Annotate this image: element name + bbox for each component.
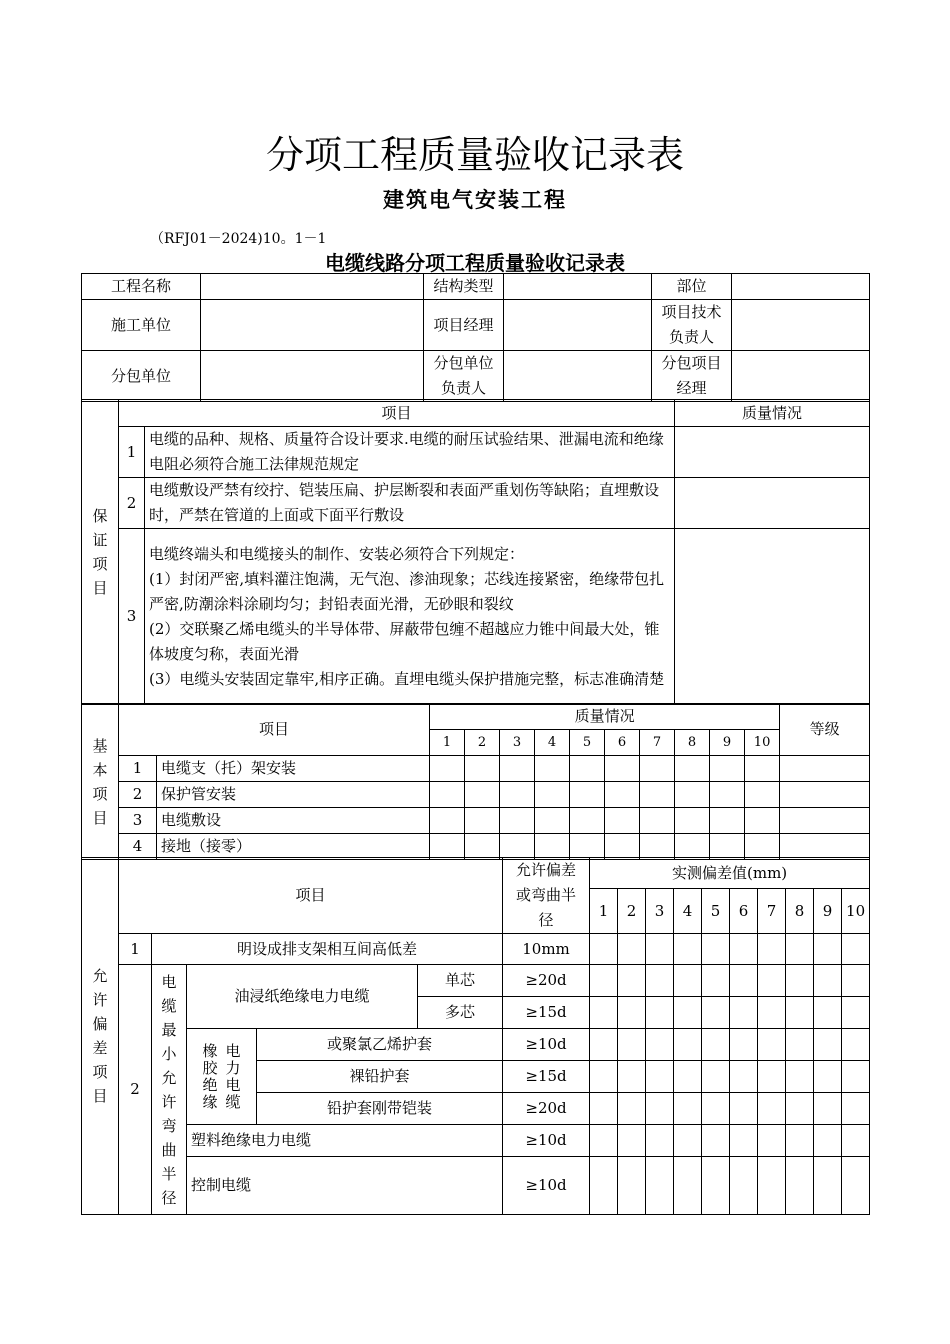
control-cable-label: 控制电缆 [187,1157,503,1215]
basic-cell[interactable] [465,756,500,782]
measured-cell[interactable] [674,1029,702,1061]
basic-cell[interactable] [570,808,605,834]
rubber-insulation-text: 橡胶绝缘 [202,1041,218,1111]
basic-cell[interactable] [465,808,500,834]
measured-cell[interactable] [590,997,618,1029]
location-field[interactable] [732,274,870,300]
basic-cell[interactable] [675,782,710,808]
measured-cell[interactable] [730,1029,758,1061]
basic-item-text: 保护管安装 [157,782,430,808]
structure-type-label: 结构类型 [424,274,504,300]
basic-cell[interactable] [430,756,465,782]
basic-cell[interactable] [535,834,570,860]
basic-cell[interactable] [710,834,745,860]
guarantee-item-text [145,529,675,705]
guarantee-quality-cell[interactable] [675,427,870,478]
form-code: （RFJ01－2024)10。1－1 [150,231,327,247]
tolerance-value: 10mm [503,934,590,965]
measured-cell[interactable] [730,1125,758,1157]
measured-cell[interactable] [842,997,870,1029]
project-manager-field[interactable] [504,300,652,351]
measured-cell[interactable] [730,1157,758,1215]
project-name-label: 工程名称 [82,274,201,300]
measured-cell[interactable] [590,1125,618,1157]
tolerance-section-label: 允许偏差项目 [82,858,119,1215]
measured-cell[interactable] [702,1125,730,1157]
basic-cell[interactable] [605,808,640,834]
guarantee-item-no: 3 [119,529,145,705]
measured-cell[interactable] [646,1029,674,1061]
basic-cell[interactable] [710,808,745,834]
basic-cell[interactable] [570,834,605,860]
basic-cell[interactable] [465,834,500,860]
basic-cell[interactable] [500,756,535,782]
measured-cell[interactable] [730,997,758,1029]
tolerance-col-header: 6 [730,889,758,934]
measured-cell[interactable] [758,1029,786,1061]
page-subtitle: 建筑电气安装工程 [383,187,567,212]
measured-cell[interactable] [674,997,702,1029]
tolerance-item-text: 明设成排支架相互间高低差 [152,934,503,965]
basic-cell[interactable] [500,834,535,860]
basic-cell[interactable] [535,782,570,808]
sub-project-manager-field[interactable] [732,351,870,402]
measured-cell[interactable] [814,934,842,965]
location-label: 部位 [652,274,732,300]
basic-cell[interactable] [430,834,465,860]
measured-cell[interactable] [618,1061,646,1093]
bare-lead-sheath-label: 裸铅护套 [257,1061,503,1093]
sub-unit-lead-label: 分包单位负责人 [424,351,504,402]
measured-cell[interactable] [730,934,758,965]
basic-cell[interactable] [675,756,710,782]
guarantee-item-text: 电缆敷设严禁有绞拧、铠装压扁、护层断裂和表面严重划伤等缺陷；直埋敷设时，严禁在管道的上面或下面平行敷设 [145,478,675,529]
measured-cell[interactable] [702,997,730,1029]
measured-cell[interactable] [758,1125,786,1157]
measured-cell[interactable] [730,1093,758,1125]
basic-cell[interactable] [745,808,780,834]
guarantee-item-line: 电缆终端头和电缆接头的制作、安装必须符合下列规定： [149,544,525,563]
sub-unit-lead-field[interactable] [504,351,652,402]
measured-cell[interactable] [814,1061,842,1093]
plastic-cable-label: 塑料绝缘电力电缆 [187,1125,503,1157]
measured-cell[interactable] [702,934,730,965]
measured-cell[interactable] [618,965,646,997]
basic-cell[interactable] [710,756,745,782]
basic-col-header: 4 [535,730,570,756]
bend-radius-group-label: 电缆最小允许弯曲半径 [152,965,187,1215]
tolerance-value: ≥20d [503,965,590,997]
project-name-field[interactable] [201,274,424,300]
tolerance-col-header: 2 [618,889,646,934]
basic-cell[interactable] [640,756,675,782]
tolerance-value: ≥10d [503,1157,590,1215]
guarantee-item-no: 2 [119,478,145,529]
measured-cell[interactable] [618,1093,646,1125]
project-manager-label: 项目经理 [424,300,504,351]
measured-cell[interactable] [842,965,870,997]
tolerance-col-header: 10 [842,889,870,934]
measured-cell[interactable] [702,1157,730,1215]
measured-cell[interactable] [674,965,702,997]
measured-cell[interactable] [814,965,842,997]
basic-cell[interactable] [535,808,570,834]
measured-cell[interactable] [842,1061,870,1093]
measured-cell[interactable] [674,1061,702,1093]
construction-unit-field[interactable] [201,300,424,351]
measured-cell[interactable] [730,965,758,997]
tech-lead-label: 项目技术负责人 [652,300,732,351]
tolerance-value: ≥15d [503,1061,590,1093]
tolerance-item-header: 项目 [119,858,503,934]
measured-cell[interactable] [730,1061,758,1093]
tolerance-value: ≥10d [503,1125,590,1157]
tolerance-col-header: 7 [758,889,786,934]
basic-col-header: 6 [605,730,640,756]
measured-cell[interactable] [590,1029,618,1061]
measured-cell[interactable] [590,1093,618,1125]
measured-cell[interactable] [646,1093,674,1125]
basic-quality-header: 质量情况 [430,704,780,730]
measured-cell[interactable] [758,997,786,1029]
rubber-cable-label [187,1029,257,1125]
tolerance-allow-header: 允许偏差或弯曲半径 [503,858,590,934]
tolerance-item-no: 1 [119,934,152,965]
basic-cell[interactable] [640,834,675,860]
tolerance-value: ≥20d [503,1093,590,1125]
basic-cell[interactable] [430,808,465,834]
basic-grade-cell[interactable] [780,834,870,860]
measured-cell[interactable] [702,1029,730,1061]
basic-cell[interactable] [745,782,780,808]
measured-cell[interactable] [814,1029,842,1061]
guarantee-item-text: 电缆的品种、规格、质量符合设计要求.电缆的耐压试验结果、泄漏电流和绝缘电阻必须符合施工法律规范规定 [145,427,675,478]
tolerance-col-header: 3 [646,889,674,934]
basic-grade-cell[interactable] [780,756,870,782]
basic-cell[interactable] [430,782,465,808]
tolerance-col-header: 5 [702,889,730,934]
tech-lead-field[interactable] [732,300,870,351]
sub-unit-label: 分包单位 [82,351,201,402]
measured-cell[interactable] [786,1029,814,1061]
basic-cell[interactable] [605,782,640,808]
basic-col-header: 5 [570,730,605,756]
basic-cell[interactable] [605,834,640,860]
basic-cell[interactable] [640,808,675,834]
basic-cell[interactable] [675,834,710,860]
measured-cell[interactable] [814,1157,842,1215]
guarantee-item-header: 项目 [119,400,675,427]
table-title: 电缆线路分项工程质量验收记录表 [325,251,625,275]
basic-cell[interactable] [500,808,535,834]
tolerance-col-header: 8 [786,889,814,934]
guarantee-quality-cell[interactable] [675,478,870,529]
measured-cell[interactable] [758,965,786,997]
power-cable-text: 电力电缆 [225,1041,241,1111]
measured-cell[interactable] [842,1093,870,1125]
measured-cell[interactable] [646,934,674,965]
measured-cell[interactable] [618,934,646,965]
measured-cell[interactable] [814,1125,842,1157]
construction-unit-label: 施工单位 [82,300,201,351]
measured-cell[interactable] [842,1125,870,1157]
basic-item-text: 电缆敷设 [157,808,430,834]
basic-table [81,703,870,860]
armored-lead-sheath-label: 铅护套刚带铠装 [257,1093,503,1125]
guarantee-table [81,399,870,705]
measured-cell[interactable] [786,1157,814,1215]
measured-cell[interactable] [646,997,674,1029]
measured-cell[interactable] [590,965,618,997]
basic-cell[interactable] [710,782,745,808]
guarantee-section-label: 保证项目 [82,400,119,705]
measured-cell[interactable] [786,965,814,997]
measured-cell[interactable] [842,934,870,965]
basic-col-header: 9 [710,730,745,756]
basic-section-label: 基本项目 [82,704,119,860]
measured-cell[interactable] [786,997,814,1029]
guarantee-item-line: (3）电缆头安装固定靠牢,相序正确。直埋电缆头保护措施完整，标志准确清楚 [149,669,665,688]
basic-item-text: 电缆支（托）架安装 [157,756,430,782]
measured-cell[interactable] [786,1061,814,1093]
tolerance-value: ≥15d [503,997,590,1029]
sub-unit-field[interactable] [201,351,424,402]
basic-col-header: 8 [675,730,710,756]
measured-cell[interactable] [702,965,730,997]
basic-item-header: 项目 [119,704,430,756]
measured-cell[interactable] [618,1029,646,1061]
measured-cell[interactable] [590,934,618,965]
measured-cell[interactable] [842,1157,870,1215]
basic-cell[interactable] [675,808,710,834]
basic-item-no: 4 [119,834,157,860]
guarantee-quality-header: 质量情况 [675,400,870,427]
measured-cell[interactable] [590,1061,618,1093]
measured-cell[interactable] [786,1125,814,1157]
measured-cell[interactable] [646,1061,674,1093]
tolerance-col-header: 1 [590,889,618,934]
basic-col-header: 1 [430,730,465,756]
measured-cell[interactable] [758,934,786,965]
basic-col-header: 2 [465,730,500,756]
structure-type-field[interactable] [504,274,652,300]
basic-item-text: 接地（接零） [157,834,430,860]
basic-grade-cell[interactable] [780,782,870,808]
basic-cell[interactable] [465,782,500,808]
info-table [81,273,870,402]
guarantee-item-line: (1）封闭严密,填料灌注饱满，无气泡、渗油现象；芯线连接紧密，绝缘带包扎严密,防潮涂料涂刷均匀；封铅表面光滑，无砂眼和裂纹 [149,569,665,613]
basic-col-header: 3 [500,730,535,756]
oil-paper-cable-label: 油浸纸绝缘电力电缆 [187,965,418,1029]
basic-cell[interactable] [570,756,605,782]
basic-cell[interactable] [745,834,780,860]
tolerance-value: ≥10d [503,1029,590,1061]
measured-cell[interactable] [674,1157,702,1215]
measured-cell[interactable] [814,1093,842,1125]
guarantee-quality-cell[interactable] [675,529,870,705]
measured-cell[interactable] [758,1061,786,1093]
measured-cell[interactable] [618,1157,646,1215]
basic-grade-header: 等级 [780,704,870,756]
measured-cell[interactable] [674,1125,702,1157]
tolerance-col-header: 9 [814,889,842,934]
sub-project-manager-label: 分包项目经理 [652,351,732,402]
measured-cell[interactable] [618,1125,646,1157]
measured-cell[interactable] [758,1093,786,1125]
tolerance-table [81,857,870,1215]
measured-cell[interactable] [618,997,646,1029]
page-title: 分项工程质量验收记录表 [265,133,684,177]
basic-item-no: 1 [119,756,157,782]
tolerance-col-header: 4 [674,889,702,934]
measured-cell[interactable] [590,1157,618,1215]
basic-col-header: 10 [745,730,780,756]
measured-cell[interactable] [646,965,674,997]
measured-cell[interactable] [786,1093,814,1125]
multi-core-label: 多芯 [418,997,503,1029]
pvc-sheath-label: 或聚氯乙烯护套 [257,1029,503,1061]
basic-cell[interactable] [500,782,535,808]
measured-cell[interactable] [646,1125,674,1157]
basic-grade-cell[interactable] [780,808,870,834]
basic-item-no: 2 [119,782,157,808]
basic-cell[interactable] [745,756,780,782]
measured-cell[interactable] [758,1157,786,1215]
guarantee-item-no: 1 [119,427,145,478]
measured-cell[interactable] [702,1061,730,1093]
basic-cell[interactable] [535,756,570,782]
basic-cell[interactable] [570,782,605,808]
measured-cell[interactable] [674,934,702,965]
basic-cell[interactable] [640,782,675,808]
measured-cell[interactable] [842,1029,870,1061]
single-core-label: 单芯 [418,965,503,997]
measured-cell[interactable] [646,1157,674,1215]
measured-cell[interactable] [702,1093,730,1125]
tolerance-measured-header: 实测偏差值(mm) [590,858,870,889]
measured-cell[interactable] [786,934,814,965]
basic-item-no: 3 [119,808,157,834]
basic-cell[interactable] [605,756,640,782]
measured-cell[interactable] [674,1093,702,1125]
measured-cell[interactable] [814,997,842,1029]
tolerance-item-no: 2 [119,965,152,1215]
basic-col-header: 7 [640,730,675,756]
guarantee-item-line: (2）交联聚乙烯电缆头的半导体带、屏蔽带包缠不超越应力锥中间最大处，锥体坡度匀称，表面光滑 [149,619,660,663]
